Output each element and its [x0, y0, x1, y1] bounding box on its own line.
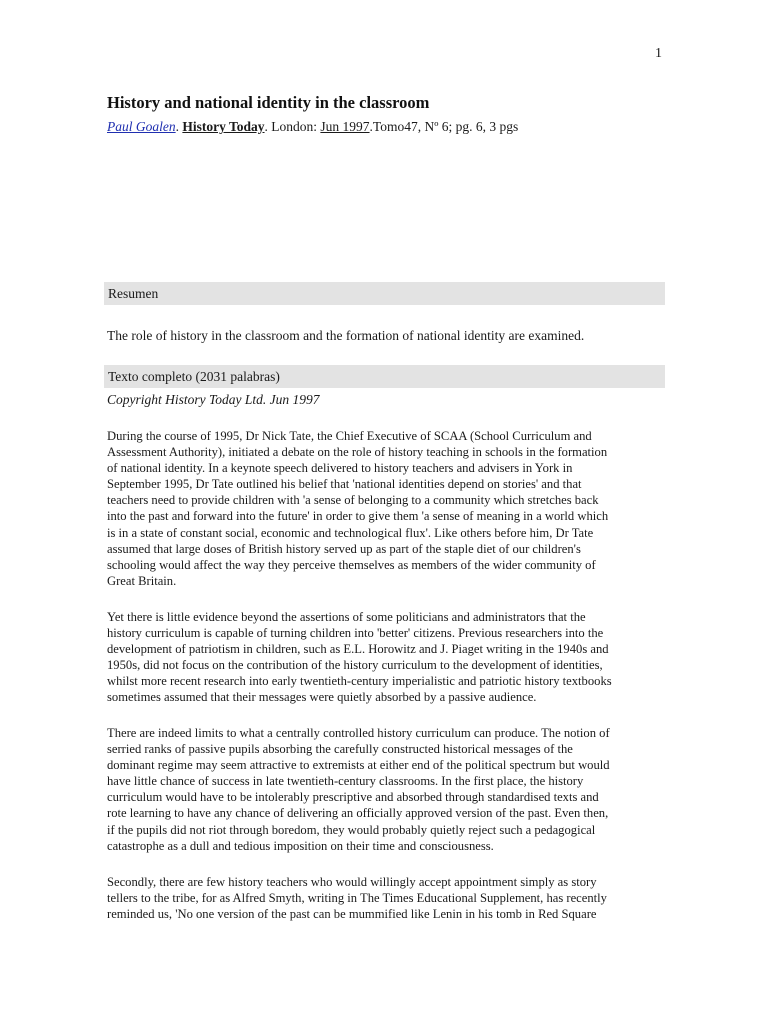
body-paragraph — [107, 874, 663, 922]
abstract-text: The role of history in the classroom and the formation of national identity are examined. — [107, 328, 585, 343]
text-line: whilst more recent research into early twentieth-century imperialistic and patriotic history textbooks — [107, 674, 612, 689]
text-line: September 1995, Dr Tate outlined his belief that 'national identities depend on stories' and that — [107, 477, 582, 492]
text-line: dominant regime may seem attractive to extremists at either end of the political spectrum but would — [107, 758, 610, 773]
text-line: During the course of 1995, Dr Nick Tate, the Chief Executive of SCAA (School Curriculum and — [107, 429, 592, 443]
text-line: catastrophe as a dull and tedious imposition on their time and consciousness. — [107, 838, 494, 853]
text-line: reminded us, 'No one version of the past can be mummified like Lenin in his tomb in Red Square — [107, 907, 597, 922]
body-paragraph — [107, 428, 663, 589]
text-line: development of patriotism in children, such as E.L. Horowitz and J. Piaget writing in the 1940s and — [107, 642, 609, 657]
text-line: teachers need to provide children with 'a sense of belonging to a community which stretches back — [107, 493, 599, 508]
text-line: serried ranks of passive pupils absorbing the carefully constructed historical messages of the — [107, 742, 573, 757]
text-line: if the pupils did not riot through boredom, they would probably quietly reject such a pedagogical — [107, 822, 596, 837]
page-number: 1 — [655, 46, 662, 61]
text-line: tellers to the tribe, for as Alfred Smyth, writing in The Times Educational Supplement, has recently — [107, 891, 607, 906]
text-line: There are indeed limits to what a centrally controlled history curriculum can produce. The notion of — [107, 726, 610, 740]
full-text-heading: Texto completo (2031 palabras) — [104, 365, 665, 388]
author-link[interactable]: Paul Goalen — [107, 119, 176, 134]
text-line: Yet there is little evidence beyond the assertions of some politicians and administrators that the — [107, 610, 586, 624]
citation — [107, 119, 518, 135]
text-line: of national identity. In a keynote speech delivered to history teachers and advisers in York in — [107, 461, 573, 476]
text-line: Assessment Authority), initiated a debate on the role of history teaching in schools in the formation — [107, 445, 608, 460]
copyright-line: Copyright History Today Ltd. Jun 1997 — [107, 392, 320, 407]
issue-date-link[interactable]: Jun 1997 — [320, 119, 370, 134]
text-line: rote learning to have any chance of delivering an officially approved version of the past. Even then, — [107, 806, 609, 821]
text-line: schooling would affect the way they perceive themselves as members of the wider community of — [107, 557, 596, 572]
text-line: is in a state of constant social, economic and technological flux'. Like others before him, Dr Tate — [107, 525, 594, 540]
text-line: have little chance of success in late twentieth-century classrooms. In the first place, the history — [107, 774, 584, 789]
text-line: assumed that large doses of British history served up as part of the staple diet of our children's — [107, 541, 581, 556]
text-line: Great Britain. — [107, 573, 177, 588]
text-line: history curriculum is capable of turning children into 'better' citizens. Previous researchers into the — [107, 626, 604, 641]
citation-place: . London: — [264, 119, 321, 134]
body-paragraph — [107, 609, 663, 706]
text-line: sometimes assumed that their messages were quietly absorbed by a passive audience. — [107, 690, 537, 705]
body-paragraph — [107, 725, 663, 854]
text-line: 1950s, did not focus on the contribution of the history curriculum to the development of identities, — [107, 658, 603, 673]
resumen-heading: Resumen — [104, 282, 665, 305]
citation-details: .Tomo47, Nº 6; pg. 6, 3 pgs — [369, 119, 519, 134]
citation-separator: . — [175, 119, 183, 134]
text-line: curriculum would have to be intolerably prescriptive and absorbed through standardised texts and — [107, 790, 599, 805]
journal-link[interactable]: History Today — [182, 119, 265, 134]
text-line: Secondly, there are few history teachers who would willingly accept appointment simply as story — [107, 875, 597, 889]
article-title: History and national identity in the classroom — [107, 93, 430, 112]
text-line: into the past and forward into the future' in order to give them 'a sense of meaning in a world which — [107, 509, 609, 524]
